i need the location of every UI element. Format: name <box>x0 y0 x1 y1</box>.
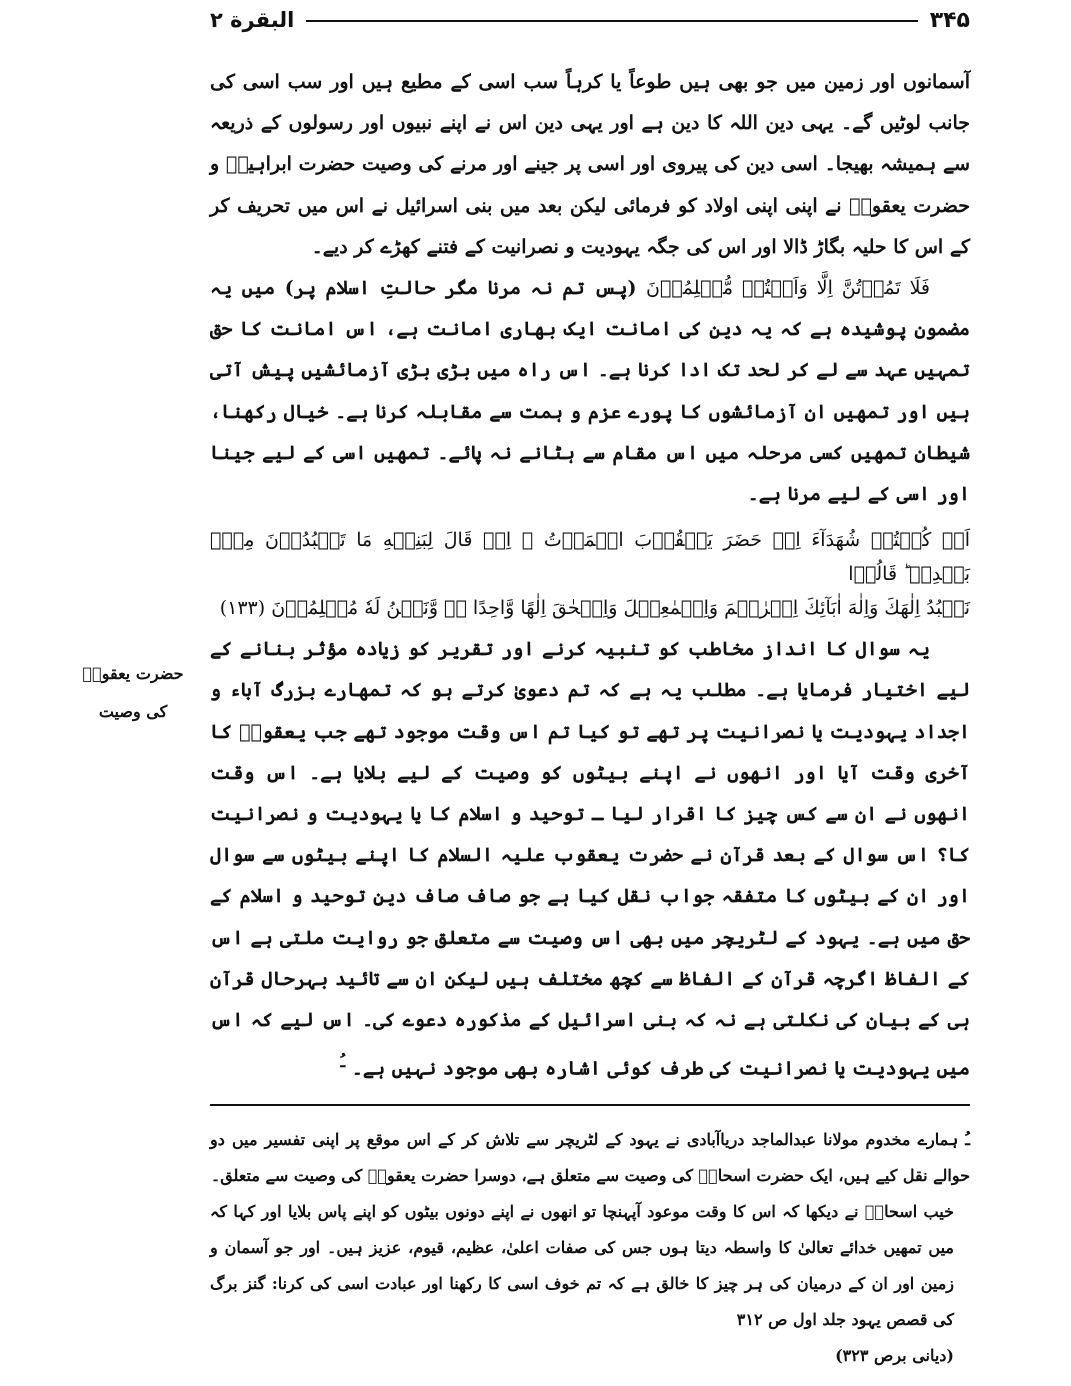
surah-title: البقرة ۲ <box>210 8 295 32</box>
verse-line-1: اَمۡ كُنۡتُمۡ شُهَدَآءَ اِذۡ حَضَرَ يَعۡقُوۡبَ الۡمَوۡتُ ۙ اِذۡ قَالَ لِبَنِيۡهِ مَا تَعۡبُدُوۡنَ مِنۡۢ بَعۡدِىۡ ؕ قَالُوۡا <box>210 529 970 586</box>
paragraph-3 <box>210 629 970 1090</box>
verse-line-2-text: نَعۡبُدُ اِلٰهَكَ وَاِلٰهَ اٰبَآئِكَ اِبۡرٰهٖمَ وَاِسۡمٰعِيۡلَ وَاِسۡحٰقَ اِلٰهًا وَّاحِدًا ۖۚ وَّنَحۡنُ لَهٗ مُسۡلِمُوۡنَ <box>271 597 970 620</box>
quranic-verse-inline: فَلَا تَمُوۡتُنَّ اِلَّا وَاَنۡتُمۡ مُّسۡلِمُوۡنَ <box>646 277 930 300</box>
margin-note-line-2: کی وصیت <box>98 702 168 721</box>
main-text <box>210 62 970 1090</box>
footnote-citation-2: (دیانی برص ۳۲۳) <box>835 1346 954 1365</box>
page-number: ۳۴۵ <box>929 7 970 33</box>
footnote-quote <box>210 1194 970 1338</box>
footnote-1: ـُ ہمارے مخدوم مولانا عبدالماجد دریاآبادی نے یہود کے لٹریچر سے تلاش کر کے اس موقع پر اپنی تفسیر میں دو حوالے نقل کیے ہیں، ایک حضرت اسحاقؑ کی وصیت سے متعلق ہے، دوسرا حضرت یعقوبؑ کی وصیت سے متعلق۔ <box>210 1130 970 1185</box>
footnote-quote-text: خیب اسحاقؑ نے دیکھا کہ اس کا وقت موعود آپہنچا تو انھوں نے اپنے دونوں بیٹوں کو اپنے پاس بلایا اور کہا کہ میں تمھیں خدائے تعالیٰ کا واسطہ دیتا ہوں جس کی صفات اعلیٰ، عظیم، قیوم، عزیز ہیں۔ اور جو آسمان و زمین اور ان کے درمیان کی ہر چیز کا خالق ہے کہ تم خوف اسی کا رکھنا اور عبادت اسی کی کرنا: <box>210 1202 955 1293</box>
verse-number: (۱۳۳) <box>219 597 266 620</box>
paragraph-2 <box>210 268 970 515</box>
paragraph-1: آسمانوں اور زمین میں جو بھی ہیں طوعاً یا کرہاً سب اسی کے مطیع ہیں اور سب اسی کی جانب لوٹیں گے۔ یہی دین اللہ کا دین ہے اور یہی دین اس نے اپنے نبیوں اور رسولوں کے ذریعہ سے ہمیشہ بھیجا۔ اسی دین کی پیروی اور اسی پر جینے اور مرنے کی وصیت حضرت ابراہیمؑ و حضرت یعقوبؑ نے اپنی اپنی اولاد کو فرمائی لیکن بعد میں بنی اسرائیل نے اس میں تحریف کر کے اس کا حلیہ بگاڑ ڈالا اور اس کی جگہ یہودیت و نصرانیت کے فتنے کھڑے کر دیے۔ <box>210 71 971 258</box>
paragraph-2-text: (پس تم نہ مرنا مگر حالتِ اسلام پر) میں یہ مضمون پوشیدہ ہے کہ یہ دین کی امانت ایک بھاری امانت ہے، اس امانت کا حق تمہیں عہد سے لے کر لحد تک ادا کرنا ہے۔ اس راہ میں بڑی بڑی آزمائشیں پیش آتی ہیں اور تمھیں ان آزمائشوں کا پورے عزم و ہمت سے مقابلہ کرنا ہے۔ خیال رکھنا، شیطان تمھیں کسی مرحلہ میں اس مقام سے ہٹانے نہ پائے۔ تمھیں اسی کے لیے جینا اور اسی کے لیے مرنا ہے۔ <box>210 277 970 506</box>
footnote-citation: گنز برگ کی قصص یہود جلد اول ص ۳۱۲ <box>210 1274 954 1329</box>
verse-line-2 <box>210 591 970 625</box>
margin-note <box>68 655 198 731</box>
header-rule <box>306 20 917 22</box>
quranic-verse-block <box>210 523 970 625</box>
page-header <box>210 6 970 34</box>
footnote-divider <box>210 1104 970 1106</box>
margin-note-line-1: حضرت یعقوبؑ <box>82 664 184 683</box>
footnote-marker: ـُ <box>340 1052 346 1072</box>
footnotes <box>210 1122 970 1374</box>
paragraph-3-text: یہ سوال کا انداز مخاطب کو تنبیہ کرنے اور تقریر کو زیادہ مؤثر بنانے کے لیے اختیار فرمایا ہے۔ مطلب یہ ہے کہ تم دعویٰ کرتے ہو کہ تمھارے بزرگ آباء و اجداد یہودیت یا نصرانیت پر تھے تو کیا تم اس وقت موجود تھے جب یعقوبؑ کا آخری وقت آیا اور انھوں نے اپنے بیٹوں کو وصیت کے لیے بلایا ہے۔ اس وقت انھوں نے ان سے کس چیز کا اقرار لیا ـ توحید و اسلام کا یا یہودیت و نصرانیت کا؟ اس سوال کے بعد قرآن نے حضرت یعقوب علیہ السلام کا اپنے بیٹوں سے سوال اور ان کے بیٹوں کا متفقہ جواب نقل کیا ہے جو صاف صاف دینِ توحید و اسلام کے حق میں ہے۔ یہود کے لٹریچر میں بھی اس وصیت سے متعلق جو روایت ملتی ہے اس کے الفاظ اگرچہ قرآن کے الفاظ سے کچھ مختلف ہیں لیکن ان سے تائید بہرحال قرآن ہی کے بیان کی نکلتی ہے نہ کہ بنی اسرائیل کے مذکورہ دعوے کی۔ اس لیے کہ اس میں یہودیت یا نصرانیت کی طرف کوئی اشارہ بھی موجود نہیں ہے۔ <box>210 638 970 1080</box>
